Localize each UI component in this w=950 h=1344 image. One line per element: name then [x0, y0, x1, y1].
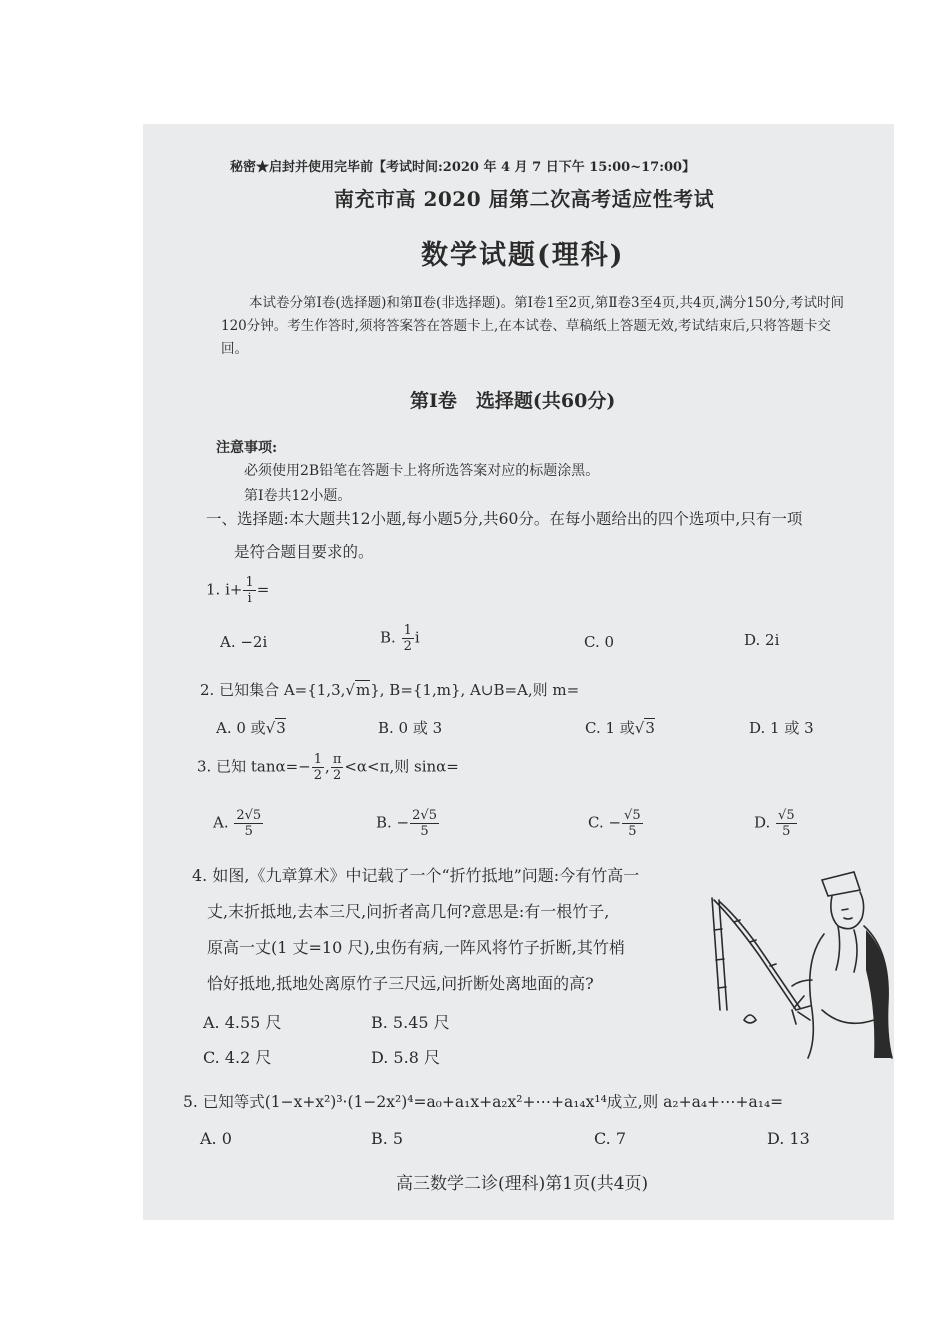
- question-4-line-4: 恰好抵地,抵地处离原竹子三尺远,问折断处离地面的高?: [207, 974, 594, 993]
- question-5-option-c: C. 7: [594, 1129, 627, 1148]
- question-1-option-a: A. −2i: [220, 633, 268, 651]
- instruction-line-1: 一、选择题:本大题共12小题,每小题5分,共60分。在每小题给出的四个选项中,只有一项: [206, 510, 803, 528]
- question-2-option-c: C. 1 或√3: [585, 719, 655, 737]
- notice-title: 注意事项:: [216, 440, 278, 456]
- question-5-option-b: B. 5: [371, 1129, 404, 1148]
- question-4-option-b: B. 5.45 尺: [371, 1013, 450, 1032]
- bamboo-scholar-illustration: [704, 860, 894, 1060]
- scholar-beard: [836, 926, 857, 972]
- question-5-stem: 5. 已知等式(1−x+x²)³·(1−2x²)⁴=a₀+a₁x+a₂x²+⋯+a₁₄x¹⁴成立,则 a₂+a₄+⋯+a₁₄=: [183, 1093, 784, 1111]
- question-4-option-c: C. 4.2 尺: [203, 1048, 272, 1067]
- question-3-option-c: C. − $\frac{√5}{5}$: [588, 808, 641, 839]
- exam-title: 南充市高 2020 届第二次高考适应性考试: [334, 187, 715, 211]
- instruction-line-2: 是符合题目要求的。: [234, 543, 374, 561]
- scholar-hat: [822, 872, 860, 896]
- question-1-option-d: D. 2i: [744, 631, 780, 649]
- intro-paragraph: 本试卷分第Ⅰ卷(选择题)和第Ⅱ卷(非选择题)。第Ⅰ卷1至2页,第Ⅱ卷3至4页,共4页,满分150分,考试时间120分钟。考生作答时,须将答案答在答题卡上,在本试卷、草稿纸上答题无效,考试结束后,只将答题卡交回。: [221, 295, 844, 357]
- question-1-option-c: C. 0: [584, 633, 615, 651]
- secret-notice: 秘密★启封并使用完毕前【考试时间:2020 年 4 月 7 日下午 15:00~17:00】: [230, 160, 696, 175]
- scholar-face: [831, 892, 864, 929]
- notice-item-2: 第Ⅰ卷共12小题。: [244, 488, 352, 504]
- question-4-line-2: 丈,末折抵地,去本三尺,问折者高几何?意思是:有一根竹子,: [207, 902, 610, 921]
- question-2-option-a: A. 0 或√3: [216, 719, 286, 737]
- question-2-option-d: D. 1 或 3: [749, 719, 814, 737]
- notice-item-1: 必须使用2B铅笔在答题卡上将所选答案对应的标题涂黑。: [244, 463, 600, 479]
- question-4-line-1: 4. 如图,《九章算术》中记载了一个“折竹抵地”问题:今有竹高一: [192, 866, 640, 885]
- question-3-option-a: A. $\frac{2√5}{5}$: [213, 808, 262, 839]
- question-4-option-a: A. 4.55 尺: [203, 1013, 282, 1032]
- question-3-option-d: D. $\frac{√5}{5}$: [754, 808, 795, 839]
- question-2-option-b: B. 0 或 3: [378, 719, 443, 737]
- question-4-line-3: 原高一丈(1 丈=10 尺),虫伤有病,一阵风将竹子折断,其竹梢: [207, 938, 625, 957]
- page-footer: 高三数学二诊(理科)第1页(共4页): [396, 1174, 649, 1194]
- question-3-stem: 3. 已知 tanα=− $\frac{1}{2}$ , $\frac{\pi}{2}$ <α<π,则 sinα=: [197, 752, 459, 783]
- question-5-option-d: D. 13: [767, 1129, 810, 1148]
- scholar-dark-robe: [866, 930, 892, 1058]
- question-2-stem: 2. 已知集合 A={1,3,√m}, B={1,m}, A∪B=A,则 m=: [200, 681, 580, 699]
- question-3-option-b: B. − $\frac{2√5}{5}$: [376, 808, 437, 839]
- question-5-option-a: A. 0: [200, 1129, 232, 1148]
- question-1-stem: 1. i+ $\frac{1}{i}$ =: [206, 575, 270, 606]
- section-title: 第Ⅰ卷 选择题(共60分): [410, 390, 616, 412]
- question-1-option-b: B. $\frac{1}{2}$ i: [380, 623, 420, 654]
- fraction: $\frac{1}{i}$: [245, 575, 254, 606]
- bamboo-stalk: [712, 898, 720, 1010]
- question-4-option-d: D. 5.8 尺: [371, 1048, 440, 1067]
- subject-title: 数学试题(理科): [421, 240, 625, 271]
